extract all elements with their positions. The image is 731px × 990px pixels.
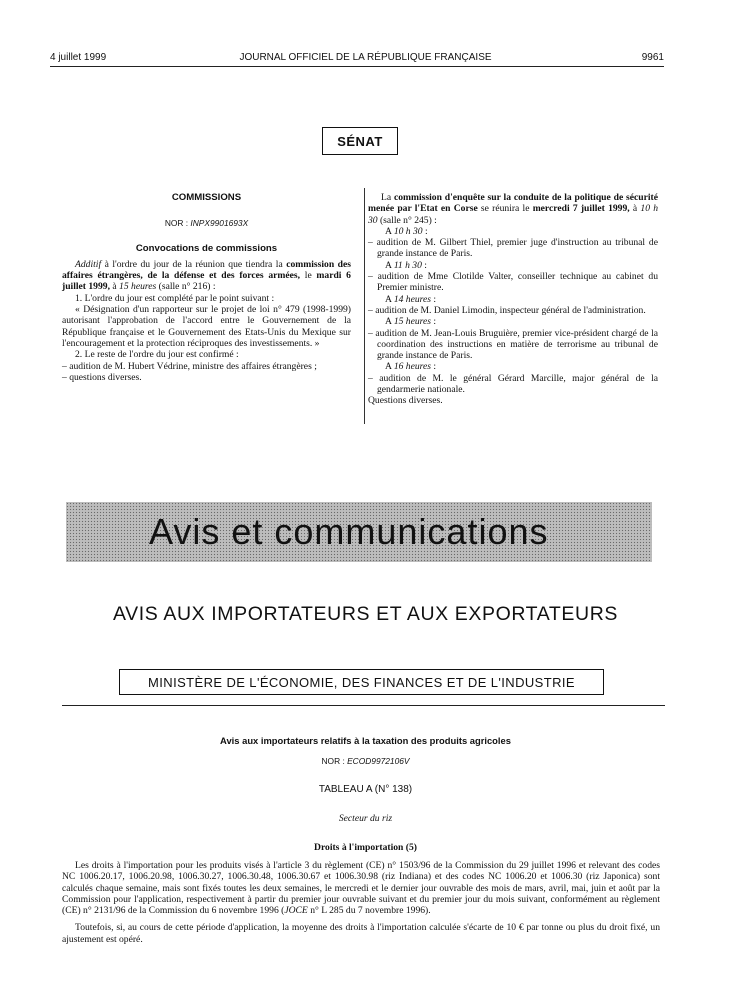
banner-title: Avis et communications (149, 511, 549, 552)
schedule-time: A 15 heures : (385, 316, 437, 328)
left-item-1: 1. L'ordre du jour est complété par le point suivant : (75, 292, 275, 304)
schedule-time: A 16 heures : (385, 361, 437, 373)
notice-nor: NOR : ECOD9972106V (321, 756, 410, 766)
header-date: 4 juillet 1999 (50, 52, 107, 63)
schedule-item: – audition de M. Jean-Louis Bruguière, premier vice-président chargé de la coordination des instructions en matière de terrorisme au tribunal de grande instance de Paris. (368, 327, 658, 362)
left-intro-paragraph: Additif à l'ordre du jour de la réunion que tiendra la commission des affaires étrangères, de la défense et des forces armées, le mardi 6 juillet 1999, à 15 heures (salle n° 216) : (62, 258, 351, 293)
left-item-2: 2. Le reste de l'ordre du jour est confirmé : (75, 349, 239, 361)
left-bullet-2: – questions diverses. (62, 371, 142, 383)
left-bullet-1: – audition de M. Hubert Védrine, ministre des affaires étrangères ; (62, 360, 317, 372)
notice-paragraph-1: Les droits à l'importation pour les produits visés à l'article 3 du règlement (CE) n° 1503/96 de la Commission du 29 juillet 1996 et relevant des codes NC 1006.20.17, 1006.20.98, 1006.30.27, 1006.30.48, 1006.30.67 et 1006.30.98 (riz Indiana) et des codes NC 1006.20 et 1006.30 (riz Japonica) sont calculés chaque semaine, mais sont fixés toutes les deux semaines, le mercredi et le dernier jour ouvrable des mois de mars, avril, mai, juin et août par la Commission pour l'application, respectivement à partir du premier jour ouvrable suivant et du premier jour du mois suivant, conformément au règlement (CE) n° 2131/96 de la Commission du 6 novembre 1996 (JOCE n° L 285 du 7 novembre 1996). (62, 860, 660, 917)
schedule-item: – audition de M. Gilbert Thiel, premier juge d'instruction au tribunal de grande instance de Paris. (368, 237, 658, 260)
schedule-time: A 10 h 30 : (385, 225, 428, 237)
notice-body (62, 860, 660, 945)
schedule-time: A 11 h 30 : (385, 259, 427, 271)
header-page-number: 9961 (641, 52, 664, 63)
notice-paragraph-2: Toutefois, si, au cours de cette période d'application, la moyenne des droits à l'importation calculée s'écarte de 10 € par tonne ou plus du droit fixé, un ajustement est opéré. (62, 922, 660, 945)
commissions-heading: COMMISSIONS (171, 192, 242, 203)
notice-nor-code: ECOD9972106V (347, 756, 410, 766)
header-rule (50, 66, 664, 67)
schedule-item: – audition de Mme Clotilde Valter, conseiller technique au cabinet du Premier ministre. (368, 271, 658, 294)
right-closing: Questions diverses. (368, 395, 443, 407)
schedule-item: – audition de M. Daniel Limodin, inspecteur général de l'administration. (368, 304, 646, 316)
ministry-rule (62, 705, 665, 706)
ministry-box (119, 669, 604, 695)
right-column (368, 192, 658, 407)
left-quote: « Désignation d'un rapporteur sur le projet de loi n° 479 (1998-1999) autorisant l'approbation de l'accord entre le Gouvernement de la République française et le Gouvernement des Etats-Unis du Mexique sur l'encouragement et la protection réciproques des investissements. » (62, 304, 351, 349)
left-column (62, 192, 351, 383)
right-intro-paragraph: La commission d'enquête sur la conduite de la politique de sécurité menée par l'Etat en Corse se réunira le mercredi 7 juillet 1999, à 10 h 30 (salle n° 245) : (368, 192, 659, 226)
table-title: TABLEAU A (N° 138) (318, 784, 413, 795)
senat-title: SÉNAT (337, 133, 383, 149)
banner (66, 502, 652, 562)
header-journal-title: JOURNAL OFFICIEL DE LA RÉPUBLIQUE FRANÇAISE (239, 52, 492, 63)
schedule-item: – audition de M. le général Gérard Marcille, major général de la gendarmerie nationale. (368, 372, 658, 396)
left-nor: NOR : INPX9901693X (164, 218, 249, 229)
notice-title: Avis aux importateurs relatifs à la taxation des produits agricoles (220, 735, 511, 746)
senat-title-box (322, 127, 398, 155)
ministry-title: MINISTÈRE DE L'ÉCONOMIE, DES FINANCES ET DE L'INDUSTRIE (148, 674, 575, 690)
convocations-heading: Convocations de commissions (135, 242, 278, 254)
sector-title: Secteur du riz (338, 813, 393, 824)
column-separator (364, 188, 365, 424)
left-nor-code: INPX9901693X (190, 218, 249, 229)
schedule-time: A 14 heures : (385, 293, 437, 305)
duties-title: Droits à l'importation (5) (314, 842, 417, 853)
section-title: AVIS AUX IMPORTATEURS ET AUX EXPORTATEURS (113, 603, 618, 625)
